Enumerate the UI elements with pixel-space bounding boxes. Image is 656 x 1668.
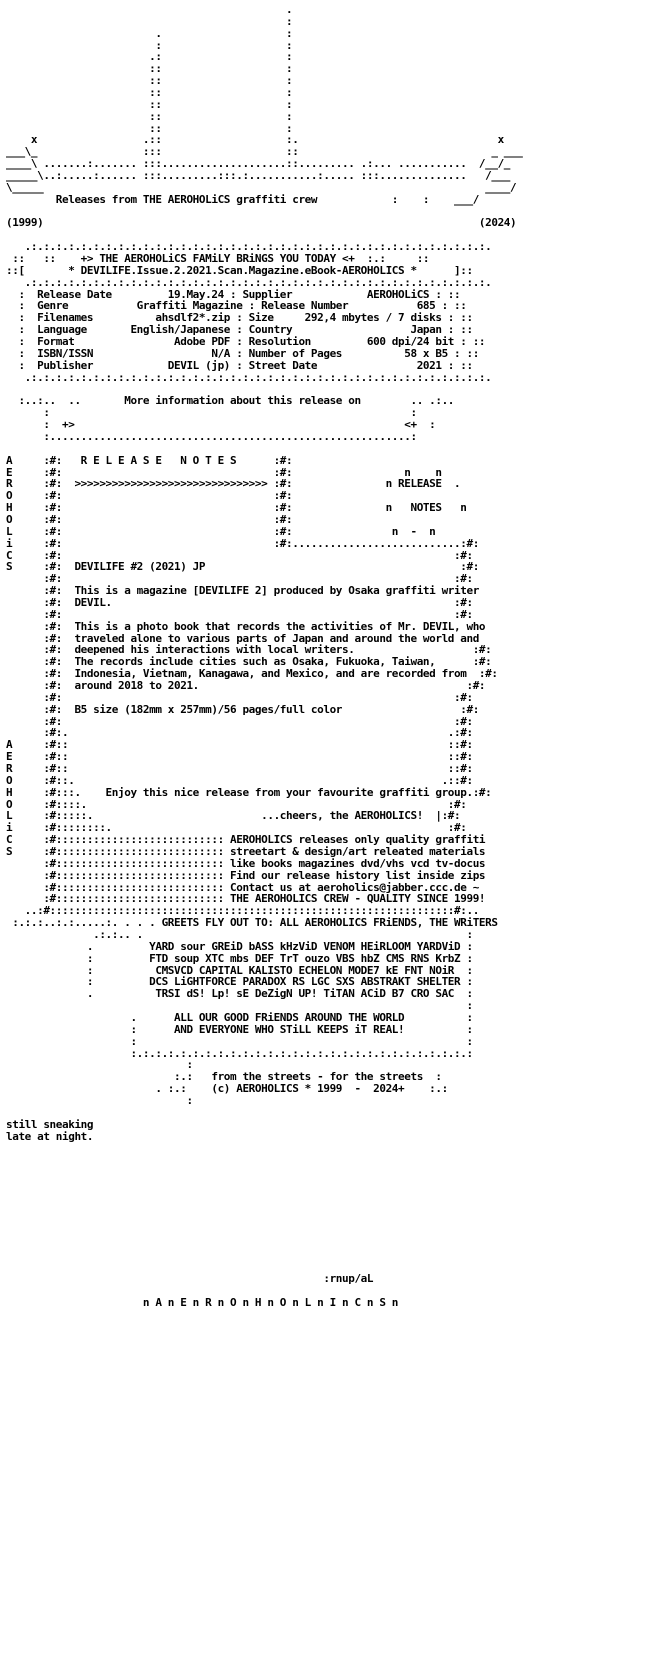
nfo-text-block: . : . : : : .: : :: : :: : :: : :: : :: : :: : x .:: :. x ___\_ ::: :: _ ___ ____\ .......:....... :::....................::......... .:... ........... /__/_ _____\..:.....:...... :::.........:::.:...........:..... :::.............. /___ \_____ ____/ Releases from THE AEROHOLiCS graffiti crew : : ___/ (1999) (2024) .:.:.:.:.:.:.:.:.:.:.:.:.:.:.:.:.:.:.:.:.:.:.:.:.:.:.:.:.:.:.:.:.:.:.:.:.:. :: :: +> THE AEROHOLiCS FAMiLY BRiNGS YOU TODAY <+ :.: :: ::[ * DEVILIFE.Issue.2.2021.Scan.Magazine.eBook-AEROHOLICS * ]:: .:.:.:.:.:.:.:.:.:.:.:.:.:.:.:.:.:.:.:.:.:.:.:.:.:.:.:.:.:.:.:.:.:.:.:.:.:. : Release Date 19.May.24 : Supplier AEROHOLiCS : :: : Genre Graffiti Magazine : Release Number 685 : :: : Filenames ahsdlf2*.zip : Size 292,4 mbytes / 7 disks : :: : Language English/Japanese : Country Japan : :: : Format Adobe PDF : Resolution 600 dpi/24 bit : :: : ISBN/ISSN N/A : Number of Pages 58 x B5 : :: : Publisher DEVIL (jp) : Street Date 2021 : :: .:.:.:.:.:.:.:.:.:.:.:.:.:.:.:.:.:.:.:.:.:.:.:.:.:.:.:.:.:.:.:.:.:.:.:.:.:. :..:.. .. More information about this release on .. .:.. : : : +> <+ : :..........................................................: A :#: R E L E A S E N O T E S :#: E :#: :#: n n R :#: >>>>>>>>>>>>>>>>>>>>>>>>>>>>>>> :#: n RELEASE . O :#: :#: H :#: :#: n NOTES n O :#: :#: L :#: :#: n - n i :#: :#:...........................:#: C :#: :#: S :#: DEVILIFE #2 (2021) JP :#: :#: :#: :#: This is a magazine [DEVILIFE 2] produced by Osaka graffiti writer :#: DEVIL. :#: :#: :#: :#: This is a photo book that records the activities of Mr. DEVIL, who :#: traveled alone to various parts of Japan and around the world and :#: deepened his interactions with local writers. :#: :#: The records include cities such as Osaka, Fukuoka, Taiwan, :#: :#: Indonesia, Vietnam, Kanagawa, and Mexico, and are recorded from :#: :#: around 2018 to 2021. :#: :#: :#: :#: B5 size (182mm x 257mm)/56 pages/full color :#: :#: :#: :#:. .:#: A :#:: ::#: E :#:: ::#: R :#:: ::#: O :#::. .::#: H :#:::. Enjoy this nice release from your favourite graffiti group.:#: O :#::::. :#: L :#:::::. ...cheers, the AEROHOLICS! |:#: i :#::::::::. :#: C :#::::::::::::::::::::::::::: AEROHOLICS releases only quality graffiti S :#::::::::::::::::::::::::::: streetart & design/art releated materials :#::::::::::::::::::::::::::: like books magazines dvd/vhs vcd tv-docus :#::::::::::::::::::::::::::: Find our release history list inside zips :#::::::::::::::::::::::::::: Contact us at aeroholics@jabber.ccc.de ~ :#::::::::::::::::::::::::::: THE AEROHOLICS CREW - QUALITY SINCE 1999! ..:#:::::::::::::::::::::::::::::::::::::::::::::::::::::::::::::::::#:.. :.:.:..:.:.....:. . . . GREETS FLY OUT TO: ALL AEROHOLICS FRiENDS, THE WRiTERS .:.:.. . : . YARD sour GREiD bASS kHzViD VENOM HEiRLOOM YARDViD : : FTD soup XTC mbs DEF TrT ouzo VBS hbZ CMS RNS KrbZ : : CMSVCD CAPITAL KALISTO ECHELON MODE7 kE FNT NOiR : : DCS LiGHTFORCE PARADOX RS LGC SXS ABSTRAKT SHELTER : . TRSI dS! Lp! sE DeZigN UP! TiTAN ACiD B7 CRO SAC : : . ALL OUR GOOD FRiENDS AROUND THE WORLD : : AND EVERYONE WHO STiLL KEEPS iT REAL! : : : :.:.:.:.:.:.:.:.:.:.:.:.:.:.:.:.:.:.:.:.:.:.:.:.:.:.:.: : :.: from the streets - for the streets : . :.: (c) AEROHOLICS * 1999 - 2024+ :.: : still sneaking late at night. :rnup/aL n A n E n R n O n H n O n L n I n C n S n [6,4,523,1309]
nfo-document [6,4,652,1664]
